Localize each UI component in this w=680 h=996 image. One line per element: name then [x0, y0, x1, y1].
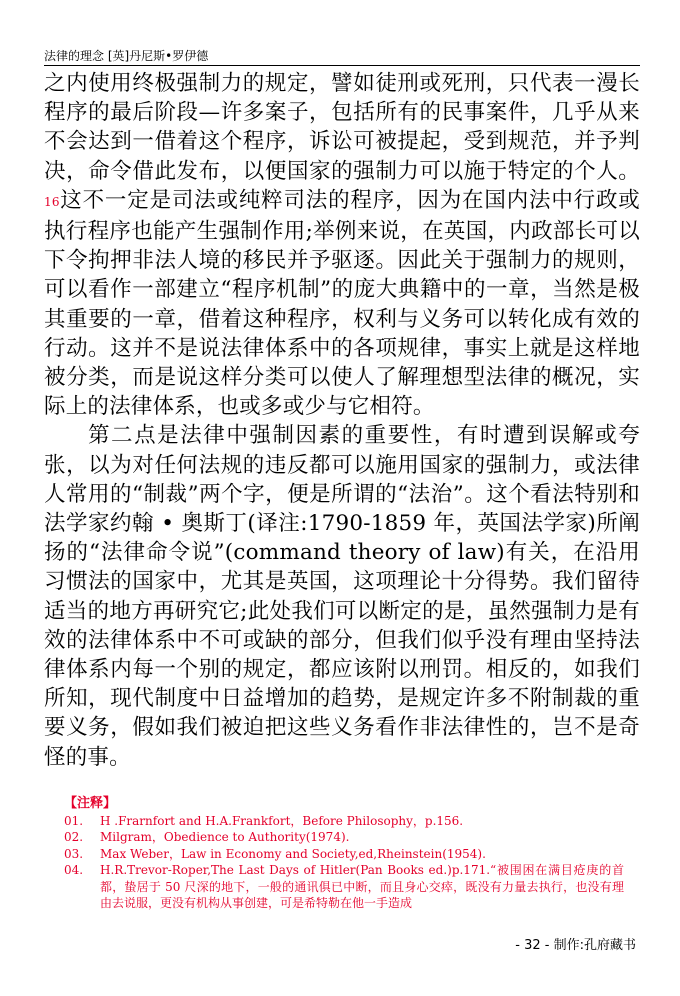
- paragraph-1-part-a: 之内使用终极强制力的规定，譬如徒刑或死刑，只代表一漫长程序的最后阶段—许多案子，包括所有的民事案件，几乎从来不会达到一借着这个程序，诉讼可被提起，受到规范，并予判决，命令借此发布，以便国家的强制力可以施于特定的个人。: [44, 71, 640, 184]
- note-item: [64, 862, 624, 912]
- note-text: H .Frarnfort and H.A.Frankfort，Before Philosophy，p.156.: [100, 813, 464, 828]
- note-item: [64, 829, 624, 846]
- running-title: 法律的理念 [英]丹尼斯•罗伊德: [44, 49, 209, 63]
- notes-section: [64, 796, 624, 912]
- note-text: Max Weber，Law in Economy and Society,ed,Rheinstein(1954).: [100, 846, 486, 861]
- running-header: [44, 48, 640, 66]
- page-number: - 32 -: [515, 938, 550, 953]
- note-number: 04.: [64, 863, 84, 877]
- footer-credit: 制作:孔府藏书: [553, 938, 636, 953]
- notes-title: 【注释】: [64, 796, 117, 811]
- note-number: 03.: [64, 846, 84, 861]
- note-number: 02.: [64, 830, 84, 844]
- note-text: Milgram，Obedience to Authority(1974).: [100, 830, 350, 844]
- paragraph-1-part-b: 这不一定是司法或纯粹司法的程序，因为在国内法中行政或执行程序也能产生强制作用;举例来说，在英国，内政部长可以下令拘押非法人境的移民并予驱逐。因此关于强制力的规则，可以看作一部建立“程序机制”的庞大典籍中的一章，当然是极其重要的一章，借着这种程序，权利与义务可以转化成有效的行动。这并不是说法律体系中的各项规律，事实上就是这样地被分类，而是说这样分类可以使人了解理想型法律的概况，实际上的法律体系，也或多或少与它相符。: [44, 187, 640, 420]
- footnote-ref-16[interactable]: 16: [44, 194, 60, 209]
- paragraph-2: 第二点是法律中强制因素的重要性，有时遭到误解或夸张，以为对任何法规的违反都可以施用国家的强制力，或法律人常用的“制裁”两个字，便是所谓的“法治”。这个看法特别和法学家约翰 • 奥斯丁(译注:1790-1859 年，英国法学家)所阐扬的“法律命令说”(command theory of law)有关，在沿用习惯法的国家中，尤其是英国，这项理论十分得势。我们留待适当的地方再研究它;此处我们可以断定的是，虽然强制力是有效的法律体系中不可或缺的部分，但我们似乎没有理由坚持法律体系内每一个别的规定，都应该附以刑罚。相反的，如我们所知，现代制度中日益增加的趋势，是规定许多不附制裁的重要义务，假如我们被迫把这些义务看作非法律性的，岂不是奇怪的事。: [44, 423, 640, 770]
- note-text: H.R.Trevor-Roper,The Last Days of Hitler(Pan Books ed.)p.171.“被围困在满目疮庚的首都，蛰居于 50 尺深的地下，一般的通讯俱已中断，而且身心交瘁，既没有力量去执行，也没有理由去说服，更没有机构从事创建，可是希特勒在他一手造成: [100, 863, 624, 910]
- page-footer: [515, 934, 636, 953]
- note-number: 01.: [64, 813, 84, 828]
- body-text: [44, 69, 640, 772]
- paragraph-1: [44, 69, 640, 421]
- note-item: [64, 813, 624, 830]
- note-item: [64, 846, 624, 863]
